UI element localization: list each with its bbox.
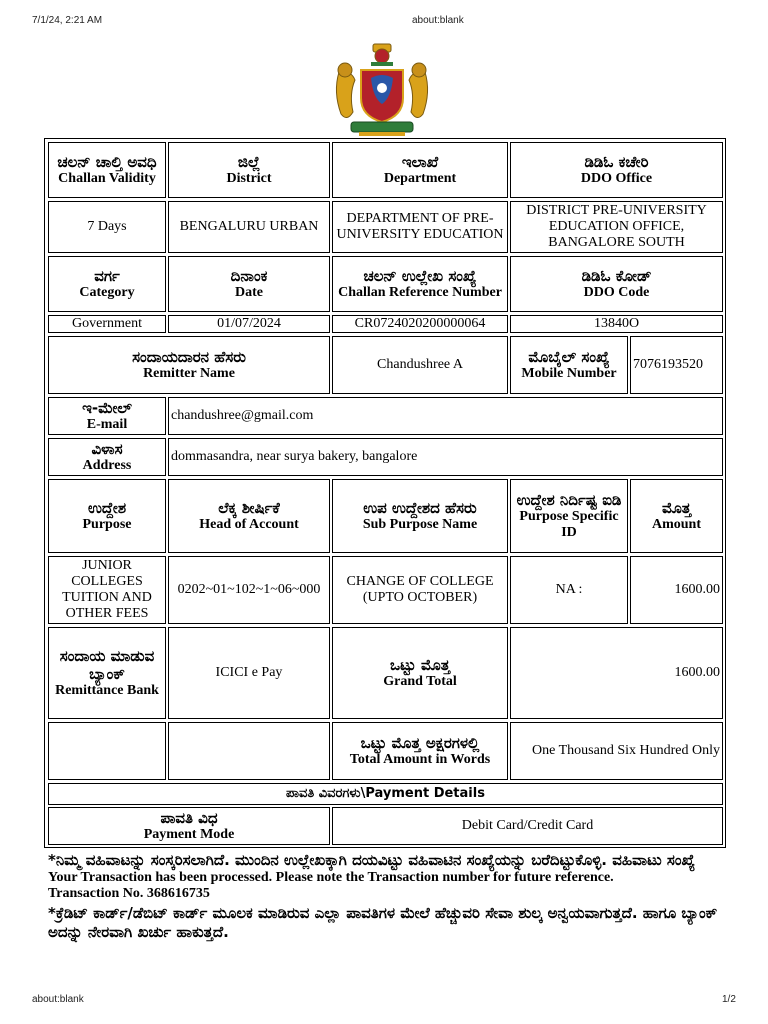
grand-total-label: ಒಟ್ಟು ಮೊತ್ತ Grand Total bbox=[332, 627, 508, 719]
purpose-value: JUNIOR COLLEGES TUITION AND OTHER FEES bbox=[48, 556, 166, 624]
mobile-number-value: 7076193520 bbox=[630, 336, 723, 394]
payment-details-heading: ಪಾವತಿ ವಿವರಗಳು\Payment Details bbox=[48, 783, 723, 805]
ddo-code-value: 13840O bbox=[510, 315, 723, 333]
sub-purpose-label: ಉಪ ಉದ್ದೇಶದ ಹೆಸರು Sub Purpose Name bbox=[332, 479, 508, 553]
empty-cell bbox=[168, 722, 330, 780]
category-value: Government bbox=[48, 315, 166, 333]
print-page-number: 1/2 bbox=[722, 994, 736, 1005]
mobile-number-label: ಮೊಬೈಲ್ ಸಂಖ್ಯೆ Mobile Number bbox=[510, 336, 628, 394]
purpose-specific-id-value: NA : bbox=[510, 556, 628, 624]
print-page-title: about:blank bbox=[412, 15, 464, 26]
challan-form bbox=[44, 138, 726, 848]
print-footer-url: about:blank bbox=[32, 994, 84, 1005]
email-value: chandushree@gmail.com bbox=[168, 397, 723, 435]
print-datetime: 7/1/24, 2:21 AM bbox=[32, 15, 103, 26]
date-value: 01/07/2024 bbox=[168, 315, 330, 333]
email-label: ಇ-ಮೇಲ್ E-mail bbox=[48, 397, 166, 435]
department-value: DEPARTMENT OF PRE-UNIVERSITY EDUCATION bbox=[332, 201, 508, 253]
challan-reference-value: CR0724020200000064 bbox=[332, 315, 508, 333]
payment-mode-value: Debit Card/Credit Card bbox=[332, 807, 723, 845]
head-of-account-value: 0202~01~102~1~06~000 bbox=[168, 556, 330, 624]
sub-purpose-value: CHANGE OF COLLEGE (UPTO OCTOBER) bbox=[332, 556, 508, 624]
state-emblem-icon bbox=[331, 42, 433, 138]
transaction-notes bbox=[48, 851, 728, 942]
ddo-office-label: ಡಿಡಿಓ ಕಚೇರಿ DDO Office bbox=[510, 142, 723, 198]
ddo-office-value: DISTRICT PRE-UNIVERSITY EDUCATION OFFICE, BANGALORE SOUTH bbox=[510, 201, 723, 253]
remittance-bank-label: ಸಂದಾಯ ಮಾಡುವ ಬ್ಯಾಂಕ್ Remittance Bank bbox=[48, 627, 166, 719]
payment-mode-label: ಪಾವತಿ ವಿಧ Payment Mode bbox=[48, 807, 330, 845]
grand-total-value: 1600.00 bbox=[510, 627, 723, 719]
processed-note-english: Your Transaction has been processed. Please note the Transaction number for future reference. bbox=[48, 870, 614, 885]
validity-value: 7 Days bbox=[48, 201, 166, 253]
head-of-account-label: ಲೆಕ್ಕ ಶೀರ್ಷಿಕೆ Head of Account bbox=[168, 479, 330, 553]
challan-reference-label: ಚಲನ್ ಉಲ್ಲೇಖ ಸಂಖ್ಯೆ Challan Reference Number bbox=[332, 256, 508, 312]
transaction-number: Transaction No. 368616735 bbox=[48, 886, 210, 901]
purpose-specific-id-label: ಉದ್ದೇಶ ನಿರ್ದಿಷ್ಟ ಐಡಿ Purpose Specific ID bbox=[510, 479, 628, 553]
empty-cell bbox=[48, 722, 166, 780]
date-label: ದಿನಾಂಕ Date bbox=[168, 256, 330, 312]
department-label: ಇಲಾಖೆ Department bbox=[332, 142, 508, 198]
address-label: ವಿಳಾಸ Address bbox=[48, 438, 166, 476]
purpose-label: ಉದ್ದೇಶ Purpose bbox=[48, 479, 166, 553]
category-label: ವರ್ಗ Category bbox=[48, 256, 166, 312]
district-value: BENGALURU URBAN bbox=[168, 201, 330, 253]
remittance-bank-value: ICICI e Pay bbox=[168, 627, 330, 719]
amount-value: 1600.00 bbox=[630, 556, 723, 624]
card-charge-note: *ಕ್ರೆಡಿಟ್ ಕಾರ್ಡ್/ಡೆಬಿಟ್ ಕಾರ್ಡ್ ಮೂಲಕ ಮಾಡಿರುವ ಎಲ್ಲಾ ಪಾವತಿಗಳ ಮೇಲೆ ಹೆಚ್ಚುವರಿ ಸೇವಾ ಶುಲ್ಕ ಅನ್ವಯವಾಗುತ್ತದೆ. ಹಾಗೂ ಬ್ಯಾಂಕ್ ಅದನ್ನು ನೇರವಾಗಿ ಖರ್ಚು ಹಾಕುತ್ತದೆ. bbox=[48, 904, 718, 941]
processed-note-kannada: *ನಿಮ್ಮ ವಹಿವಾಟನ್ನು ಸಂಸ್ಕರಿಸಲಾಗಿದೆ. ಮುಂದಿನ ಉಲ್ಲೇಖಕ್ಕಾಗಿ ದಯವಿಟ್ಟು ವಹಿವಾಟಿನ ಸಂಖ್ಯೆಯನ್ನು ಬರೆದಿಟ್ಟುಕೊಳ್ಳಿ. ವಹಿವಾಟು ಸಂಖ್ಯೆ bbox=[48, 851, 696, 869]
ddo-code-label: ಡಿಡಿಓ ಕೋಡ್ DDO Code bbox=[510, 256, 723, 312]
remitter-name-value: Chandushree A bbox=[332, 336, 508, 394]
address-value: dommasandra, near surya bakery, bangalore bbox=[168, 438, 723, 476]
remitter-name-label: ಸಂದಾಯದಾರನ ಹೆಸರು Remitter Name bbox=[48, 336, 330, 394]
amount-in-words-label: ಒಟ್ಟು ಮೊತ್ತ ಅಕ್ಷರಗಳಲ್ಲಿ Total Amount in Words bbox=[332, 722, 508, 780]
district-label: ಜಿಲ್ಲೆ District bbox=[168, 142, 330, 198]
amount-in-words-value: One Thousand Six Hundred Only bbox=[510, 722, 723, 780]
challan-validity-label: ಚಲನ್ ಚಾಲ್ತಿ ಅವಧಿ Challan Validity bbox=[48, 142, 166, 198]
amount-label: ಮೊತ್ತ Amount bbox=[630, 479, 723, 553]
